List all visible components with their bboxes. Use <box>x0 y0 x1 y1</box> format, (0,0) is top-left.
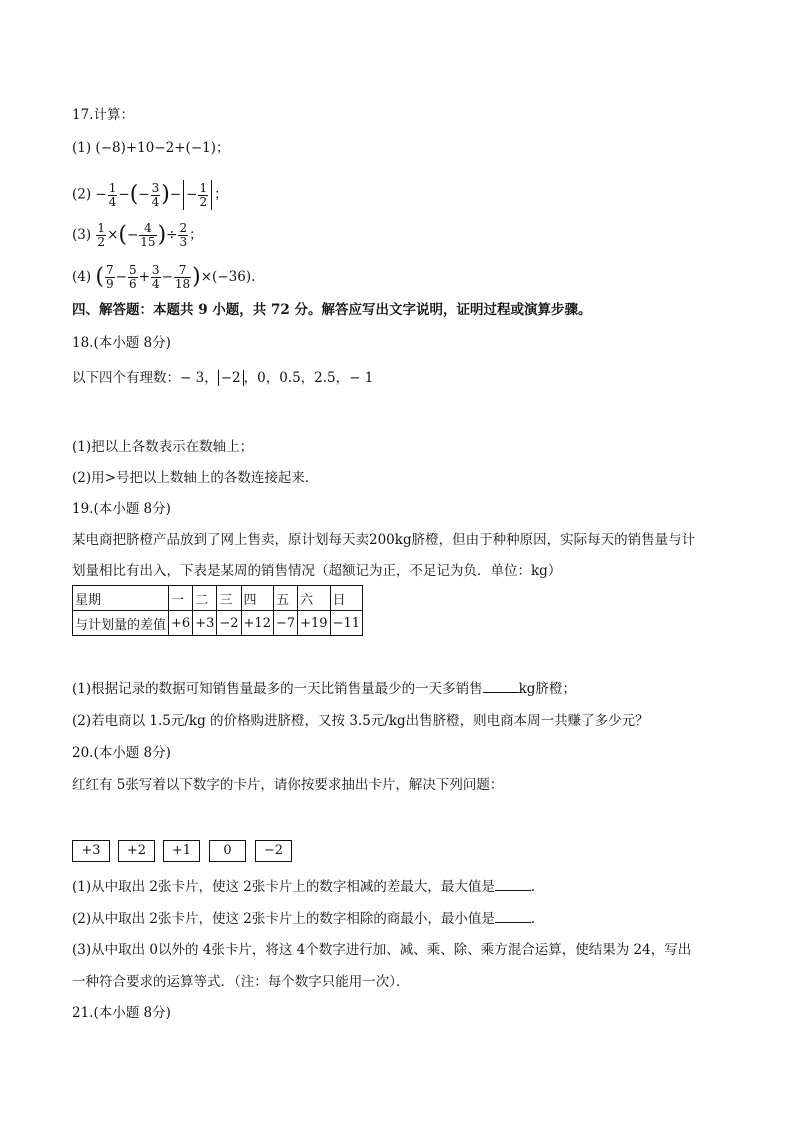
q20-part1: (1)从中取出 2张卡片，使这 2张卡片上的数字相减的差最大，最大值是 ． <box>72 879 545 895</box>
part-label: (3) <box>72 227 92 243</box>
answer-blank <box>495 878 531 891</box>
table-header-cell: 二 <box>193 586 217 611</box>
answer-blank <box>483 680 519 693</box>
q20-part3-line2: 一种符合要求的运算等式．（注：每个数字只能用一次）． <box>72 974 410 990</box>
part-label: (2) <box>72 186 92 203</box>
q18-title: 18.(本小题 8分) <box>72 335 171 351</box>
table-cell: +19 <box>298 611 330 636</box>
sales-table <box>72 585 363 636</box>
table-cell: −2 <box>217 611 241 636</box>
part-label: (4) <box>72 269 92 285</box>
q17-part2: (2) − $\frac{1}{4}$ −(− $\frac{3}{4}$ )− − $\frac{1}{2}$ ； <box>72 180 228 209</box>
q19-stem-line2: 划量相比有出入，下表是某周的销售情况（超额记为正，不足记为负．单位：kg） <box>72 563 562 579</box>
q20-stem: 红红有 5张写着以下数字的卡片，请你按要求抽出卡片，解决下列问题： <box>72 777 504 793</box>
q19-title: 19.(本小题 8分) <box>72 501 171 517</box>
fraction: $\frac{4}{15}$ <box>140 221 156 249</box>
fraction: $\frac{3}{4}$ <box>151 180 160 209</box>
fraction: $\frac{1}{2}$ <box>97 221 106 249</box>
table-cell: −7 <box>273 611 297 636</box>
q20-part2: (2)从中取出 2张卡片，使这 2张卡片上的数字相除的商最小，最小值是 ． <box>72 911 545 927</box>
q18-part2: (2)用>号把以上数轴上的各数连接起来． <box>72 470 319 486</box>
q19-part1: (1)根据记录的数据可知销售量最多的一天比销售量最少的一天多销售 kg脐橙； <box>72 681 576 697</box>
answer-blank <box>495 910 531 923</box>
q17-part4: (4) ( $\frac{7}{9}$ − $\frac{5}{6}$ + $\frac{3}{4}$ − $\frac{7}{18}$ )×(−36). <box>72 263 256 291</box>
table-header-cell: 一 <box>169 586 193 611</box>
absolute-value: −2 <box>218 370 244 386</box>
table-cell: +3 <box>193 611 217 636</box>
q17-part3: (3) $\frac{1}{2}$ ×(− $\frac{4}{15}$ )÷ $\frac{2}{3}$ ； <box>72 221 203 249</box>
section-header: 四、解答题：本题共 9 小题，共 72 分。解答应写出文字说明，证明过程或演算步骤。 <box>72 302 592 318</box>
q19-part2: (2)若电商以 1.5元/kg 的价格购进脐橙，又按 3.5元/kg出售脐橙，则电商本周一共赚了多少元？ <box>72 713 649 729</box>
table-cell: −11 <box>330 611 362 636</box>
table-header-cell: 四 <box>241 586 273 611</box>
table-header-cell: 三 <box>217 586 241 611</box>
fraction: $\frac{7}{18}$ <box>174 263 191 291</box>
number-card: +2 <box>118 840 155 862</box>
q19-stem-line1: 某电商把脐橙产品放到了网上售卖，原计划每天卖200kg脐橙，但由于种种原因，实际每天的销售量与计 <box>72 532 696 548</box>
q17-title: 17.计算： <box>72 107 134 123</box>
q21-title: 21.(本小题 8分) <box>72 1005 171 1021</box>
part-label: (1) <box>72 140 92 156</box>
fraction: $\frac{2}{3}$ <box>179 221 188 249</box>
number-card: +1 <box>163 840 200 862</box>
fraction: $\frac{1}{2}$ <box>199 180 208 209</box>
table-header-cell: 日 <box>330 586 362 611</box>
table-row <box>73 611 363 636</box>
table-cell: +6 <box>169 611 193 636</box>
number-card: 0 <box>209 840 246 862</box>
fraction: $\frac{1}{4}$ <box>108 180 117 209</box>
fraction: $\frac{3}{4}$ <box>151 263 160 291</box>
table-cell: 与计划量的差值 <box>73 611 169 636</box>
math-expression: (−8)+10−2+(−1) <box>95 140 216 156</box>
table-header-cell: 五 <box>273 586 297 611</box>
table-row <box>73 586 363 611</box>
number-card: −2 <box>255 840 292 862</box>
q20-part3-line1: (3)从中取出 0以外的 4张卡片，将这 4个数字进行加、减、乘、除、乘方混合运算，使结果为 24，写出 <box>72 942 692 958</box>
table-header-cell: 六 <box>298 586 330 611</box>
q17-part1: (1) (−8)+10−2+(−1)； <box>72 140 230 156</box>
table-cell: +12 <box>241 611 273 636</box>
fraction: $\frac{5}{6}$ <box>128 263 137 291</box>
q20-title: 20.(本小题 8分) <box>72 745 171 761</box>
q18-stem: 以下四个有理数：− 3， −2 ，0，0.5，2.5，− 1 <box>72 370 374 386</box>
q18-part1: (1)把以上各数表示在数轴上； <box>72 439 254 455</box>
fraction: $\frac{7}{9}$ <box>106 263 114 291</box>
number-card: +3 <box>72 840 110 862</box>
table-header-cell: 星期 <box>73 586 169 611</box>
